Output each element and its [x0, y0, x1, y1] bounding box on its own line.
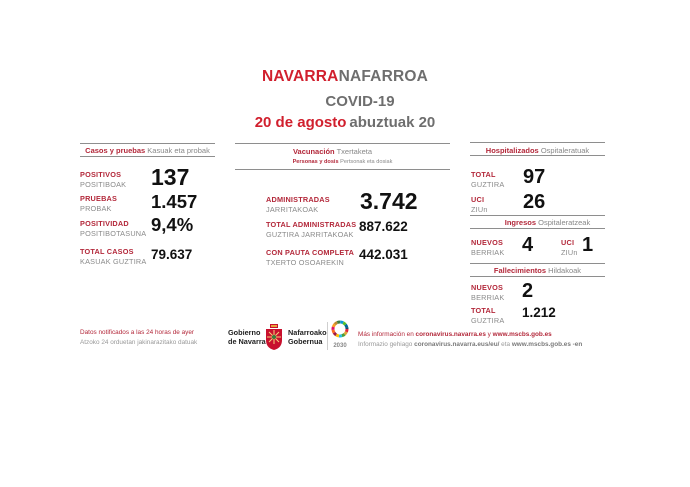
divider	[470, 263, 605, 264]
cases-label-positivity: POSITIVIDAD POSITIBOTASUNA	[80, 219, 147, 238]
cases-value-positivity: 9,4%	[151, 214, 194, 235]
hospital-heading	[470, 146, 605, 155]
adm-value-icu: 1	[582, 234, 594, 256]
vacc-value-total-administered: 887.622	[359, 219, 408, 234]
hosp-value-total: 97	[523, 166, 546, 188]
deaths-heading-es: Fallecimientos	[493, 266, 547, 275]
hosp-label-icu: UCI ZIUn	[471, 195, 488, 214]
divider	[470, 276, 605, 277]
more-info	[358, 330, 582, 350]
hospital-heading-es: Hospitalizados	[485, 146, 539, 155]
divider	[327, 322, 328, 350]
adm-value-new: 4	[522, 234, 534, 256]
divider	[470, 155, 605, 156]
gov-logo-text-es: Gobierno de Navarra	[228, 328, 266, 346]
divider	[80, 143, 215, 144]
deaths-heading-eu: Hildakoak	[548, 266, 582, 275]
adm-label-icu: UCI ZIUn	[561, 238, 578, 257]
report-date	[0, 114, 690, 131]
date-es: 20 de agosto	[254, 114, 347, 131]
hosp-value-icu: 26	[523, 191, 546, 213]
date-eu: abuztuak 20	[349, 114, 436, 131]
vacc-label-complete: CON PAUTA COMPLETA TXERTO OSOAREKIN	[266, 248, 355, 267]
cases-heading-eu: Kasuak eta probak	[147, 146, 210, 155]
hosp-label-total: TOTAL GUZTIRA	[471, 170, 505, 189]
admissions-heading-es: Ingresos	[504, 218, 537, 227]
more-info-es: Más información en coronavirus.navarra.es y www.mscbs.gob.es	[358, 331, 552, 338]
vacc-label-total-administered: TOTAL ADMINISTRADAS GUZTIRA JARRITAKOAK	[266, 220, 357, 239]
cases-heading	[80, 146, 215, 155]
divider	[235, 169, 450, 170]
navarra-coat-of-arms-icon	[264, 324, 284, 355]
vaccination-sub-eu: Pertsonak eta dosiak	[340, 159, 393, 165]
vaccination-heading	[235, 147, 450, 156]
link-coronavirus-navarra-eus[interactable]: coronavirus.navarra.eus/eu/	[414, 341, 500, 348]
vacc-value-complete: 442.031	[359, 247, 408, 262]
deaths-label-new: NUEVOS BERRIAK	[471, 283, 505, 302]
divider	[470, 215, 605, 216]
sdg-wheel-icon	[331, 320, 349, 338]
cases-value-positives: 137	[151, 164, 190, 190]
vacc-label-administered: ADMINISTRADAS JARRITAKOAK	[266, 195, 330, 214]
vaccination-heading-eu: Txertaketa	[336, 147, 373, 156]
title-nafarroa: NAFARROA	[338, 68, 429, 85]
link-mscbs-es[interactable]: www.mscbs.gob.es	[492, 331, 552, 338]
cases-heading-es: Casos y pruebas	[85, 146, 146, 155]
cases-label-positives: POSITIVOS POSITIBOAK	[80, 170, 127, 189]
admissions-heading-eu: Ospitaleratzeak	[538, 218, 591, 227]
data-note-es: Datos notificados a las 24 horas de ayer	[80, 329, 195, 336]
cases-label-tests: PRUEBAS PROBAK	[80, 194, 118, 213]
admissions-heading	[470, 218, 605, 227]
deaths-heading	[470, 266, 605, 275]
divider	[470, 228, 605, 229]
report-subtitle: COVID-19	[325, 93, 395, 110]
deaths-label-total: TOTAL GUZTIRA	[471, 306, 505, 325]
vaccination-sub-es: Personas y dosis	[292, 159, 339, 165]
deaths-value-total: 1.212	[522, 305, 556, 320]
link-coronavirus-navarra-es[interactable]: coronavirus.navarra.es	[415, 331, 486, 338]
hospital-heading-eu: Ospitaleratuak	[540, 146, 590, 155]
data-note	[80, 328, 197, 348]
report-title	[0, 68, 690, 86]
cases-value-tests: 1.457	[151, 191, 198, 212]
adm-label-new: NUEVOS BERRIAK	[471, 238, 505, 257]
vaccination-heading-es: Vacunación	[292, 147, 335, 156]
gov-logo-text-eu: Nafarroako Gobernua	[288, 328, 327, 346]
deaths-value-new: 2	[522, 280, 534, 302]
agenda-year: 2030	[333, 343, 347, 349]
divider	[80, 156, 215, 157]
vacc-value-administered: 3.742	[360, 188, 418, 214]
divider	[470, 142, 605, 143]
cases-value-total: 79.637	[151, 247, 193, 262]
more-info-eu: Informazio gehiago coronavirus.navarra.eus/eu/ eta www.mscbs.gob.es -en	[358, 341, 583, 348]
agenda-2030-logo	[331, 320, 351, 350]
cases-label-total: TOTAL CASOS KASUAK GUZTIRA	[80, 247, 147, 266]
divider	[235, 143, 450, 144]
vaccination-subheading	[235, 159, 450, 165]
data-note-eu: Atzoko 24 orduetan jakinarazitako datuak	[80, 339, 198, 346]
link-mscbs-eu[interactable]: www.mscbs.gob.es -en	[511, 341, 583, 348]
title-navarra: NAVARRA	[261, 68, 339, 85]
